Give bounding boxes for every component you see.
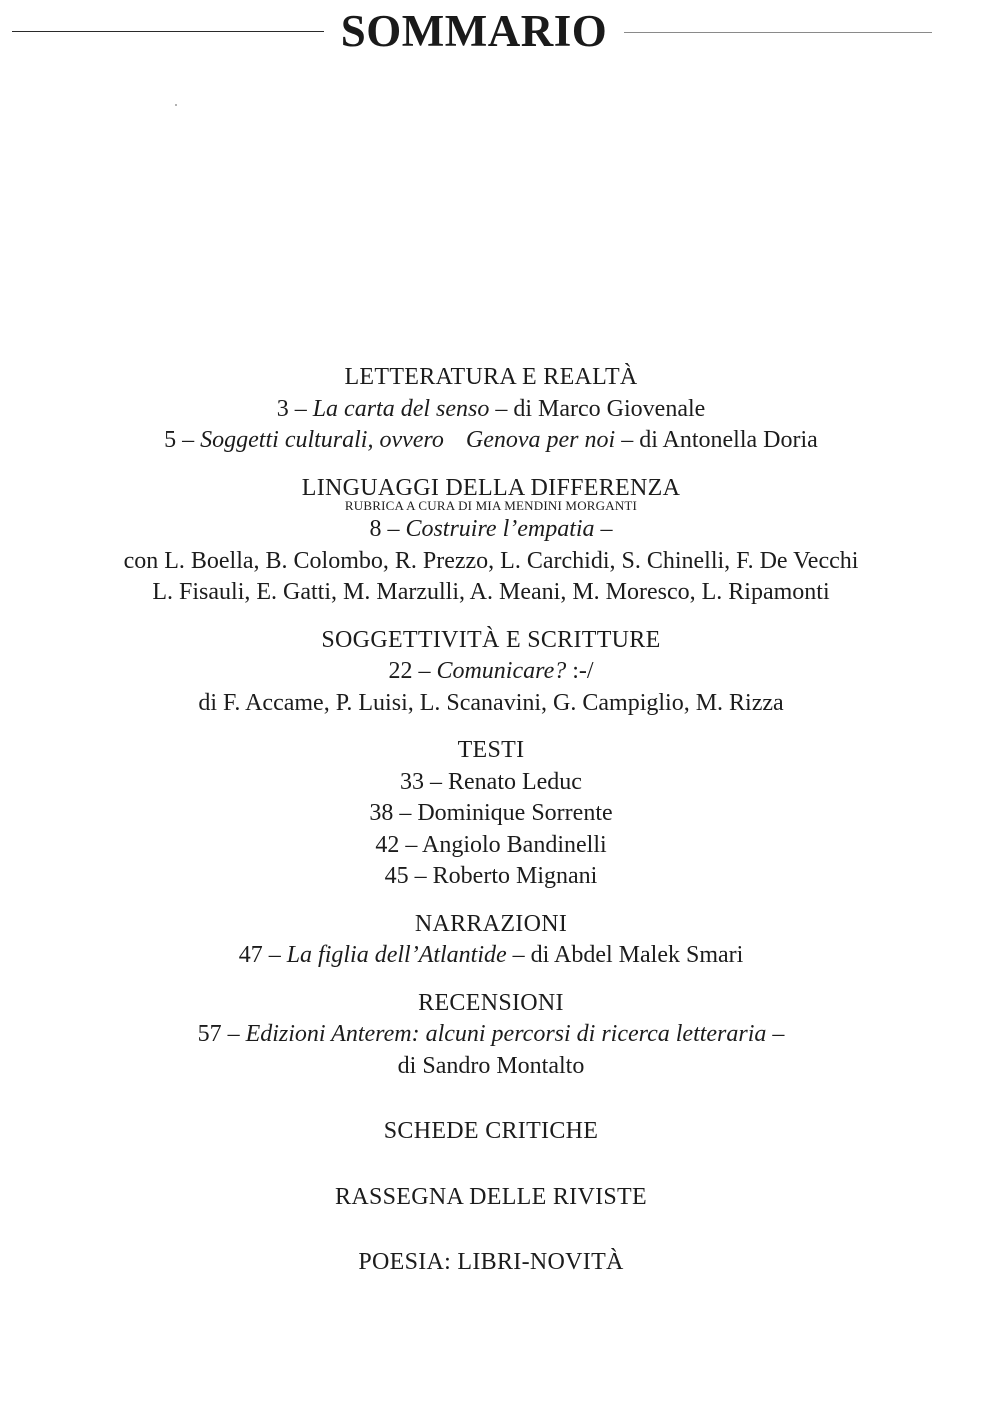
page-header [0, 0, 982, 60]
article-title: Comunicare? [436, 658, 567, 684]
contributors-line: L. Fisauli, E. Gatti, M. Marzulli, A. Meani, M. Moresco, L. Ripamonti [152, 579, 830, 605]
title-rule-left [12, 31, 324, 32]
section-narrazioni [0, 909, 982, 972]
section-heading: SOGGETTIVITÀ E SCRITTURE [321, 626, 661, 653]
section-recensioni [0, 988, 982, 1083]
section-heading: SCHEDE CRITICHE [383, 1118, 599, 1144]
article-title: La figlia dell’Atlantide – [286, 942, 525, 968]
section-heading: LETTERATURA E REALTÀ [344, 364, 638, 390]
section-schede [0, 1116, 982, 1148]
section-soggettivita [0, 625, 982, 720]
page-number: 3 – [276, 395, 307, 422]
page-number: 8 – [369, 516, 400, 542]
article-title: Soggetti culturali, ovvero [200, 427, 444, 453]
section-heading: RASSEGNA DELLE RIVISTE [335, 1183, 647, 1210]
article-title: Edizioni Anterem: alcuni percorsi di ricerca letteraria – [245, 1021, 785, 1047]
list-item: 45 – Roberto Mignani [384, 863, 598, 889]
section-letteratura [0, 362, 982, 457]
section-heading: NARRAZIONI [414, 910, 568, 937]
section-linguaggi [0, 473, 982, 609]
article-author: di Abdel Malek Smari [530, 942, 744, 968]
toc-entry [0, 940, 982, 972]
article-author: di Marco Giovenale [513, 395, 706, 422]
section-heading: LINGUAGGI DELLA DIFFERENZA [301, 474, 681, 501]
section-heading: POESIA: LIBRI-NOVITÀ [358, 1249, 624, 1275]
section-subheading: RUBRICA A CURA DI MIA MENDINI MORGANTI [344, 498, 638, 513]
toc-entry [0, 514, 982, 546]
section-heading: TESTI [457, 737, 525, 763]
table-of-contents [0, 362, 982, 1279]
title-rule-right [624, 32, 932, 33]
paper-speck [175, 104, 177, 106]
section-rassegna [0, 1182, 982, 1214]
article-title: La carta del senso – [312, 395, 508, 422]
section-testi [0, 735, 982, 893]
page-number: 57 – [197, 1021, 240, 1047]
list-item: 42 – Angiolo Bandinelli [375, 831, 607, 858]
article-author: di Antonella Doria [639, 427, 818, 453]
emoticon: :-/ [572, 658, 594, 684]
page-number: 22 – [388, 658, 431, 684]
article-title: Costruire l’empatia – [405, 516, 613, 542]
page-number: 5 – [164, 427, 195, 453]
toc-entry [0, 425, 982, 457]
article-author: di Sandro Montalto [397, 1052, 585, 1079]
page-number: 47 – [238, 942, 281, 968]
page-title: SOMMARIO [340, 6, 608, 56]
toc-entry [0, 1019, 982, 1051]
list-item: 38 – Dominique Sorrente [369, 800, 613, 826]
toc-entry [0, 394, 982, 426]
article-title-part: Genova per noi – [465, 427, 634, 453]
section-poesia [0, 1247, 982, 1279]
contributors-line: di F. Accame, P. Luisi, L. Scanavini, G. Campiglio, M. Rizza [198, 689, 784, 716]
toc-entry [0, 656, 982, 688]
contributors-line: con L. Boella, B. Colombo, R. Prezzo, L. Carchidi, S. Chinelli, F. De Vecchi [123, 547, 859, 574]
section-heading: RECENSIONI [418, 989, 564, 1016]
list-item: 33 – Renato Leduc [400, 768, 582, 795]
